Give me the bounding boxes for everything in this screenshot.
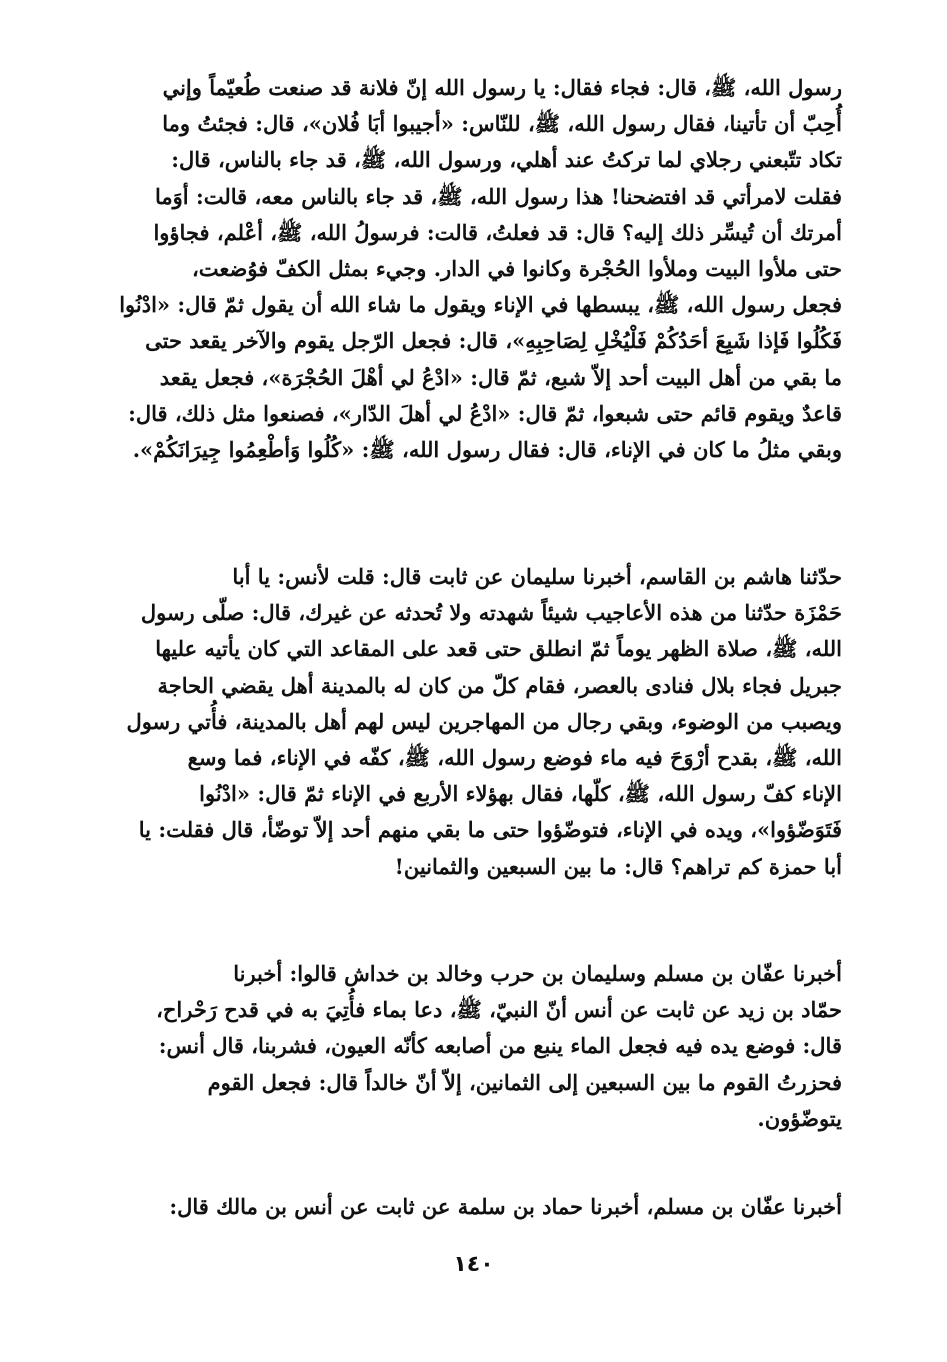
text-line: قاعدٌ ويقوم قائم حتى شبعوا، ثمّ قال: «ادْعُ لي أهلَ الدّار»، فصنعوا مثل ذلك، قال: bbox=[128, 400, 842, 426]
text-line: ما بقي من أهل البيت أحد إلاّ شبع، ثمّ قال: «ادْعُ لي أهْلَ الحُجْرَة»، فجعل يقعد bbox=[159, 364, 842, 390]
text-line: حَمْزَة حدّثنا من هذه الأعاجيب شيئاً شهدته ولا تُحدثه عن غيرك، قال: صلّى رسول bbox=[140, 600, 842, 626]
text-line: وبقي مثلُ ما كان في الإناء، قال: فقال رسول الله، ﷺ: «كُلُوا وَأطْعِمُوا جِيرَانَكُمْ». bbox=[132, 437, 842, 463]
text-line: أُحِبّ أن تأتينا، فقال رسول الله، ﷺ، للنّاس: «أجيبوا أبَا فُلان»، قال: فجئتُ وما bbox=[162, 111, 842, 137]
text-line: فقلت لامرأتي قد افتضحنا! هذا رسول الله، ﷺ، قد جاء بالناس معه، قالت: أوَما bbox=[155, 183, 842, 209]
text-line: أخبرنا عفّان بن مسلم، أخبرنا حماد بن سلمة عن ثابت عن أنس بن مالك قال: bbox=[169, 1194, 842, 1219]
paragraph-4 bbox=[98, 1189, 842, 1225]
text-line: ويصبب من الوضوء، وبقي رجال من المهاجرين ليس لهم أهل بالمدينة، فأُتي رسول bbox=[126, 708, 842, 734]
text-line: حمّاد بن زيد عن ثابت عن أنس أنّ النبيّ، ﷺ، دعا بماء فأُتِيَ به في قدح رَحْراح، bbox=[156, 997, 842, 1023]
text-line: جبريل فجاء بلال فنادى بالعصر، فقام كلّ من كان له بالمدينة أهل يقضي الحاجة bbox=[157, 672, 842, 698]
text-line: الله، ﷺ، صلاة الظهر يوماً ثمّ انطلق حتى قعد على المقاعد التي كان يأتيه عليها bbox=[155, 636, 842, 662]
text-line: رسول الله، ﷺ، قال: فجاء فقال: يا رسول الله إنّ فلانة قد صنعت طُعيّماً وإني bbox=[162, 75, 842, 100]
text-line: أخبرنا عفّان بن مسلم وسليمان بن حرب وخالد بن خداش قالوا: أخبرنا bbox=[233, 961, 842, 986]
page-number: ١٤٠ bbox=[453, 1252, 494, 1277]
paragraph-2 bbox=[98, 559, 842, 885]
text-line: فَتَوَضّؤوا»، ويده في الإناء، فتوضّؤوا حتى ما بقي منهم أحد إلاّ توضّأ، قال فقلت: يا bbox=[138, 817, 842, 843]
text-line: يتوضّؤون. bbox=[757, 1105, 842, 1131]
text-line: تكاد تتّبعني رجلاي لما تركتُ عند أهلي، ورسول الله، ﷺ، قد جاء بالناس، قال: bbox=[171, 147, 842, 173]
text-line: فَكُلُوا فَإذا شَبِعَ أحَدُكُمْ فَلْيُخْلِ لِصَاحِبِهِ»، قال: فجعل الرّجل يقوم والآخر يقعد حتى bbox=[145, 328, 842, 354]
text-line: قال: فوضع يده فيه فجعل الماء ينبع من أصابعه كأنّه العيون، فشربنا، قال أنس: bbox=[158, 1033, 842, 1059]
paragraph-3 bbox=[98, 956, 842, 1137]
text-line: فجعل رسول الله، ﷺ، يبسطها في الإناء ويقول ما شاء الله أن يقول ثمّ قال: «ادْنُوا bbox=[119, 292, 842, 318]
text-line: فحزرتُ القوم ما بين السبعين إلى الثمانين، إلاّ أنّ خالداً قال: فجعل القوم bbox=[207, 1069, 842, 1095]
text-line: حتى ملأوا البيت وملأوا الحُجْرة وكانوا في الدار. وجيء بمثل الكفّ فوُضعت، bbox=[191, 256, 842, 282]
text-line: الله، ﷺ، بقدح أرْوَحَ فيه ماء فوضع رسول الله، ﷺ، كفّه في الإناء، فما وسع bbox=[187, 745, 842, 771]
text-line: أبا حمزة كم تراهم؟ قال: ما بين السبعين والثمانين! bbox=[394, 853, 842, 879]
text-line: حدّثنا هاشم بن القاسم، أخبرنا سليمان عن ثابت قال: قلت لأنس: يا أبا bbox=[232, 564, 842, 589]
text-line: أمرتك أن تُيسِّر ذلك إليه؟ قال: قد فعلتُ، قالت: فرسولُ الله، ﷺ، أعْلم، فجاؤوا bbox=[153, 219, 842, 245]
text-line: الإناء كفّ رسول الله، ﷺ، كلّها، فقال بهؤلاء الأربع في الإناء ثمّ قال: «ادْنُوا bbox=[199, 781, 842, 807]
paragraph-1 bbox=[98, 70, 842, 468]
